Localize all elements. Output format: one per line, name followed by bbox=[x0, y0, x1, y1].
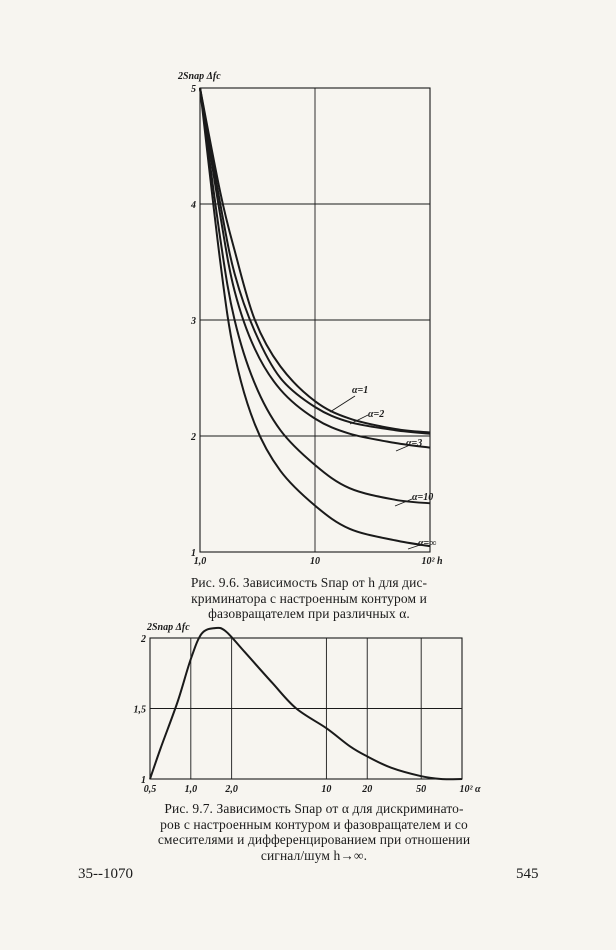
y-tick-label: 2 bbox=[191, 432, 196, 443]
footer-signature: 35--1070 bbox=[78, 866, 133, 882]
curve-label: α=3 bbox=[406, 438, 423, 449]
y-tick-label: 3 bbox=[191, 316, 196, 327]
y-axis-label: 2Sпар Δfc bbox=[178, 71, 221, 82]
caption-line: криминатора с настроенным контуром и bbox=[191, 590, 427, 606]
x-tick-label: 50 bbox=[416, 784, 427, 795]
y-axis-label: 2Sпар Δfc bbox=[147, 622, 190, 633]
x-tick-label: 2,0 bbox=[225, 784, 238, 795]
figure-9-6-caption bbox=[168, 575, 450, 622]
x-tick-label: 10 bbox=[321, 784, 332, 795]
caption-line: сигнал/шум h→∞. bbox=[260, 847, 368, 863]
page-number: 545 bbox=[516, 866, 539, 882]
x-tick-label: 10 bbox=[310, 556, 320, 567]
x-tick-label: 1,0 bbox=[184, 784, 198, 795]
curve-label: α=∞ bbox=[418, 538, 437, 549]
curve-label: α=2 bbox=[368, 409, 385, 420]
x-tick-label: 0,5 bbox=[143, 784, 157, 795]
figure-9-7-caption bbox=[110, 801, 518, 863]
curve-label: α=1 bbox=[352, 385, 369, 396]
curve-label: α=10 bbox=[412, 492, 434, 503]
x-tick-label: 20 bbox=[362, 784, 373, 795]
x-tick-label: 10² h bbox=[421, 556, 443, 567]
y-tick-label: 1,5 bbox=[133, 704, 146, 716]
y-tick-label: 1 bbox=[191, 548, 196, 559]
curve-line bbox=[150, 628, 462, 779]
y-tick-label: 1 bbox=[141, 775, 146, 786]
y-tick-label: 4 bbox=[191, 200, 196, 211]
x-tick-label: 1,0 bbox=[193, 556, 207, 567]
y-tick-label: 5 bbox=[191, 84, 196, 95]
x-tick-label: 10² α bbox=[459, 784, 481, 795]
caption-line: смесителями и дифференцированием при отношении bbox=[157, 832, 471, 847]
y-tick-label: 2 bbox=[141, 634, 146, 645]
caption-line: фазовращателем при различных α. bbox=[208, 606, 410, 621]
caption-line: Рис. 9.7. Зависимость Sпар от α для дискриминато- bbox=[164, 801, 464, 816]
caption-line: Рис. 9.6. Зависимость Sпар от h для дис- bbox=[190, 575, 428, 590]
caption-line: ров с настроенным контуром и фазовращателем и со bbox=[160, 816, 468, 832]
